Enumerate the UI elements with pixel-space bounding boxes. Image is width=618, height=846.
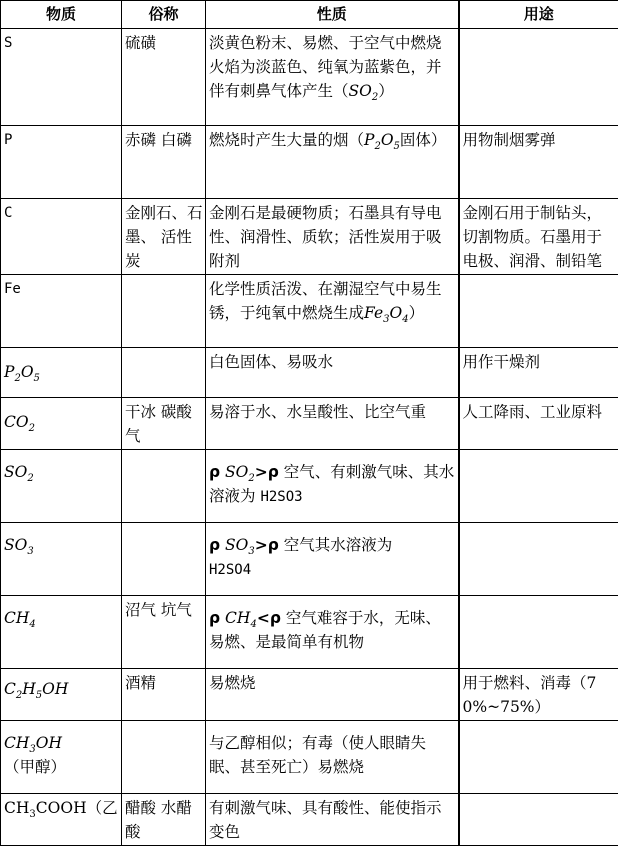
properties-text: ） <box>378 82 394 100</box>
formula: $SO_3$ <box>4 536 34 554</box>
properties-formula-text: H2SO4 <box>209 562 251 578</box>
formula: $SO_2$ <box>225 463 255 481</box>
uses-cell: 金刚石用于制钻头，切割物质。石墨用于电极、润滑、制铅笔 <box>459 199 618 275</box>
substance-note: （乙 <box>87 799 118 817</box>
header-properties: 性质 <box>206 1 459 29</box>
properties-text: 固体） <box>400 131 447 149</box>
properties-cell <box>206 126 459 199</box>
density-comparison: >ρ <box>255 536 279 554</box>
formula: $SO_2$ <box>4 463 34 481</box>
common-name-cell <box>122 348 206 398</box>
formula: $P_2O_5$ <box>4 363 40 381</box>
table-row <box>1 275 618 348</box>
substance-cell: Fe <box>1 275 122 348</box>
formula: $CH_3OH$ <box>4 734 62 752</box>
substance-cell <box>1 398 122 450</box>
common-name-cell: 金刚石、石墨、 活性炭 <box>122 199 206 275</box>
uses-cell <box>459 275 618 348</box>
common-name-cell: 酒精 <box>122 669 206 721</box>
substance-cell <box>1 721 122 794</box>
formula: $SO_2$ <box>349 82 379 100</box>
properties-cell <box>206 596 459 669</box>
properties-formula-text: H2SO3 <box>260 489 302 505</box>
uses-cell <box>459 596 618 669</box>
properties-cell: 与乙醇相似；有毒（使人眼睛失眠、甚至死亡）易燃烧 <box>206 721 459 794</box>
properties-text: 淡黄色粉末、易燃、于空气中燃烧火焰为淡蓝色、纯氧为蓝紫色，并伴有刺鼻气体产生（ <box>209 34 442 100</box>
table-row <box>1 596 618 669</box>
substance-note: （甲醇） <box>4 758 66 776</box>
properties-text: 空气其水溶液为 <box>279 536 392 554</box>
common-name-cell: 沼气 坑气 <box>122 596 206 669</box>
table-row <box>1 199 618 275</box>
density-symbol: ρ <box>209 536 220 554</box>
uses-cell <box>459 794 618 846</box>
common-name-cell: 硫磺 <box>122 29 206 126</box>
table-row <box>1 523 618 596</box>
formula: $CO_2$ <box>4 413 35 431</box>
table-row <box>1 29 618 126</box>
table-row <box>1 794 618 846</box>
table-row <box>1 398 618 450</box>
substance-cell <box>1 794 122 846</box>
common-name-cell <box>122 523 206 596</box>
substance-cell: S <box>1 29 122 126</box>
formula: $CH_4$ <box>225 609 257 627</box>
properties-cell <box>206 29 459 126</box>
common-name-cell <box>122 721 206 794</box>
header-substance: 物质 <box>1 1 122 29</box>
table-row <box>1 348 618 398</box>
substance-cell <box>1 450 122 523</box>
uses-cell <box>459 523 618 596</box>
density-comparison: <ρ <box>257 609 281 627</box>
header-common-name: 俗称 <box>122 1 206 29</box>
properties-cell: 易燃烧 <box>206 669 459 721</box>
properties-cell: 易溶于水、水呈酸性、比空气重 <box>206 398 459 450</box>
properties-cell: 有刺激气味、具有酸性、能使指示变色 <box>206 794 459 846</box>
table-row <box>1 126 618 199</box>
density-comparison: >ρ <box>255 463 279 481</box>
formula: $C_2H_5OH$ <box>4 680 68 698</box>
substance-cell: P <box>1 126 122 199</box>
properties-text: 空气难容于水，无味、易燃、是最简单有机物 <box>209 609 441 651</box>
properties-cell <box>206 523 459 596</box>
substance-cell <box>1 523 122 596</box>
formula: $CH_3COOH$ <box>4 799 87 817</box>
substance-cell: C <box>1 199 122 275</box>
formula: $Fe_3O_4$ <box>364 304 409 322</box>
uses-cell: 用物制烟雾弹 <box>459 126 618 199</box>
table-header-row <box>1 1 618 29</box>
properties-text: ） <box>409 304 425 322</box>
formula: $CH_4$ <box>4 609 36 627</box>
common-name-cell: 干冰 碳酸气 <box>122 398 206 450</box>
substance-cell <box>1 348 122 398</box>
table-row <box>1 721 618 794</box>
table-row <box>1 669 618 721</box>
properties-cell: 白色固体、易吸水 <box>206 348 459 398</box>
uses-cell <box>459 450 618 523</box>
properties-text: 化学性质活泼、在潮湿空气中易生锈，于纯氧中燃烧生成 <box>209 280 442 322</box>
substance-cell <box>1 596 122 669</box>
properties-cell <box>206 275 459 348</box>
formula: $SO_3$ <box>225 536 255 554</box>
properties-text: 燃烧时产生大量的烟（ <box>209 131 364 149</box>
uses-cell <box>459 721 618 794</box>
common-name-cell <box>122 275 206 348</box>
header-uses: 用途 <box>459 1 618 29</box>
formula: $P_2O_5$ <box>364 131 400 149</box>
uses-cell: 用于燃料、消毒（70%~75%） <box>459 669 618 721</box>
common-name-cell: 赤磷 白磷 <box>122 126 206 199</box>
uses-cell <box>459 29 618 126</box>
density-symbol: ρ <box>209 463 220 481</box>
common-name-cell <box>122 450 206 523</box>
table-row <box>1 450 618 523</box>
substance-cell <box>1 669 122 721</box>
common-name-cell: 醋酸 水醋酸 <box>122 794 206 846</box>
uses-cell: 人工降雨、工业原料 <box>459 398 618 450</box>
density-symbol: ρ <box>209 609 220 627</box>
properties-text: 空气、有刺激气味、其水溶液为 <box>209 463 454 505</box>
properties-cell: 金刚石是最硬物质；石墨具有导电性、润滑性、质软；活性炭用于吸附剂 <box>206 199 459 275</box>
properties-cell <box>206 450 459 523</box>
uses-cell: 用作干燥剂 <box>459 348 618 398</box>
